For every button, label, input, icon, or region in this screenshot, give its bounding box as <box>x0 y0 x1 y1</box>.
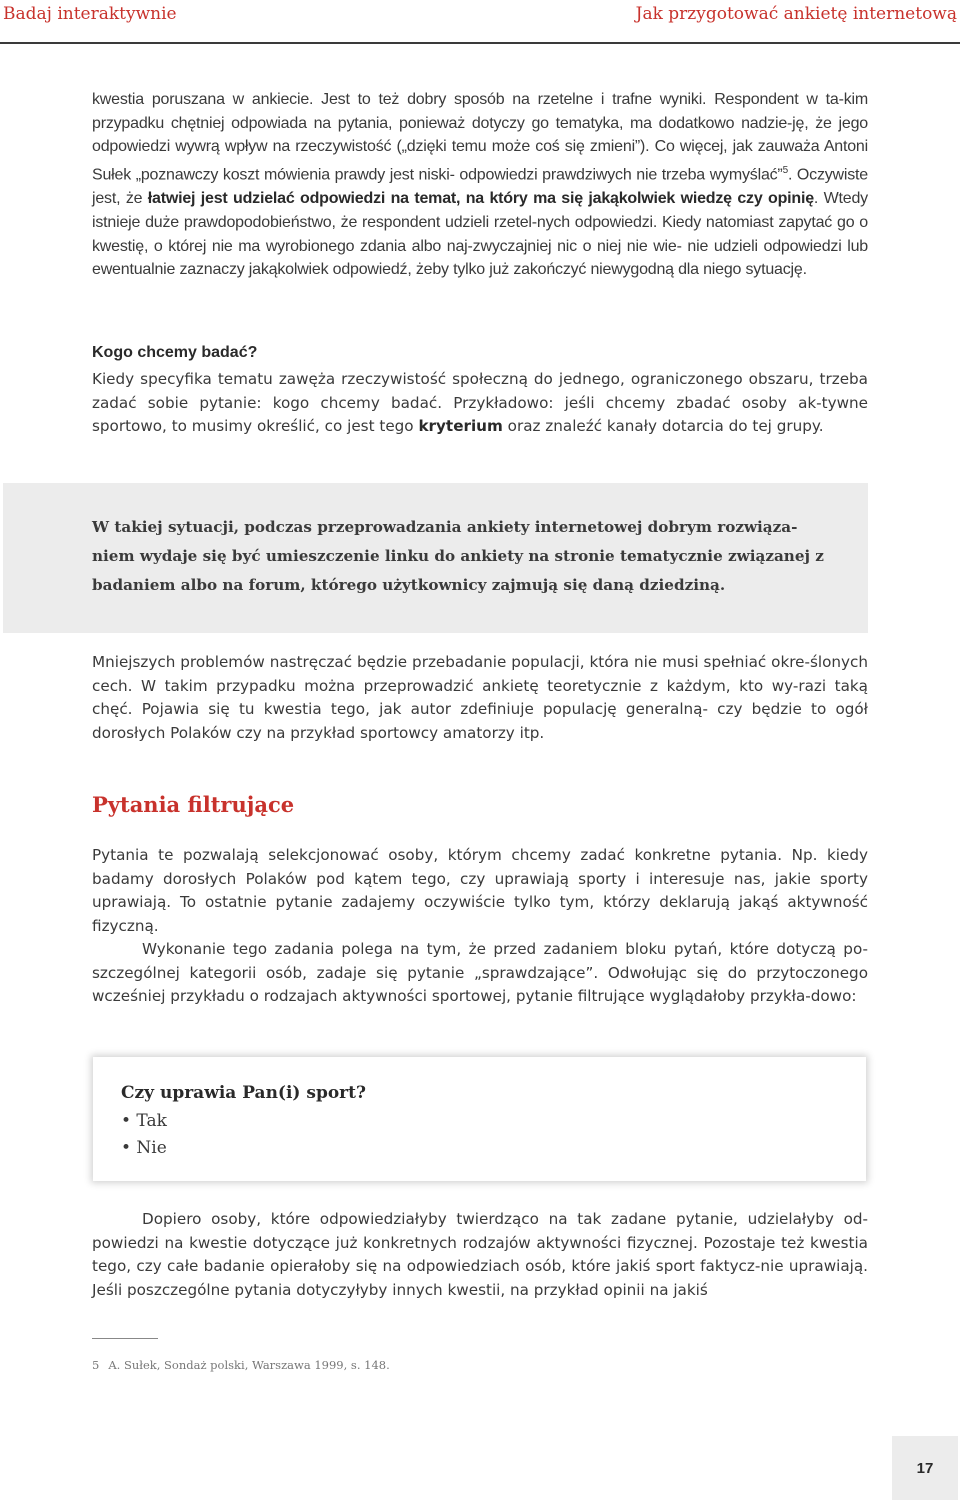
filter-paragraph-1: Pytania te pozwalają selekcjonować osoby, którym chcemy zadać konkretne pytania. Np. kiedy badamy dorosłych Polaków pod kątem tego, czy uprawiają sporty i interesuje nas, jakie sporty uprawiają. To ostatnie pytanie zadajemy oczywiście tylko tym, którzy deklarują jakąś aktywność fizyczną. <box>92 846 868 936</box>
footnote-text: A. Sułek, Sondaż polski, Warszawa 1999, s. 148. <box>108 1358 390 1372</box>
header-chapter-title: Jak przygotować ankietę internetową <box>635 4 957 24</box>
example-option-yes: • Tak <box>121 1111 167 1131</box>
footnote-divider <box>92 1338 158 1339</box>
example-question-box <box>93 1057 866 1181</box>
footnote <box>92 1358 390 1372</box>
who-text-2: oraz znaleźć kanały dotarcia do tej grupy. <box>502 417 824 436</box>
who-heading: Kogo chcemy badać? <box>92 344 258 361</box>
filter-paragraph-2: Wykonanie tego zadania polega na tym, że przed zadaniem bloku pytań, które dotyczą po-szczególnej kategorii osób, zadaje się pytanie „sprawdzające”. Odwołując się do przytoczonego wcześniej przykładu o rodzajach aktywności sportowej, pytanie filtrujące wyglądałoby przykła-dowo: <box>92 940 868 1006</box>
who-paragraph <box>92 368 868 439</box>
highlight-box <box>3 483 868 633</box>
intro-text-3: . Wtedy istnieje duże prawdopodobieństwo, że respondent udzieli rzetel-nych odpowiedzi. Kiedy natomiast zapytać go o kwestię, o której nie ma wyrobionego zdania albo naj-zwyczajniej nic o niej nie wie- nie udzieli odpowiedzi lub ewentualnie zaznaczy jakąkolwiek odpowiedź, żeby tylko już zakończyć niewygodną dla niego sytuację. <box>92 190 868 279</box>
highlight-text: W takiej sytuacji, podczas przeprowadzania ankiety internetowej dobrym rozwiąza-niem wydaje się być umieszczenie linku do ankiety na stronie tematycznie związanej z badaniem albo na forum, którego użytkownicy zajmują się daną dziedziną. <box>92 518 824 594</box>
who-bold-text: kryterium <box>418 417 503 436</box>
header-book-title: Badaj interaktywnie <box>3 4 177 24</box>
closing-paragraph: Dopiero osoby, które odpowiedziałyby twierdząco na tak zadane pytanie, udzielałyby od-powiedzi na kwestie dotyczące już konkretnych rodzajów aktywności fizycznej. Pozostaje też kwestia tego, czy całe badanie opierałoby się na odpowiedziach osób, które jakiś sport faktycz-nie uprawiają. Jeśli poszczególne pytania dotyczyłyby innych kwestii, na przykład opinii na jakiś <box>92 1210 868 1300</box>
section-title: Pytania filtrujące <box>92 792 295 817</box>
intro-text-1: kwestia poruszana w ankiecie. Jest to też dobry sposób na rzetelne i trafne wyniki. Respondent w ta-kim przypadku chętniej odpowiada na pytania, ponieważ dotyczy go tematyka, ma dodatkowo nadzie-ję, że jego odpowiedzi wywrą wpływ na rzeczywistość („dzięki temu może coś się zmieni”). Co więcej, jak zauważa Antoni Sułek „poznawczy koszt mówienia prawdy jest niski- odpowiedzi prawdziwych nie trzeba wymyślać” <box>92 91 868 184</box>
population-paragraph: Mniejszych problemów nastręczać będzie przebadanie populacji, która nie musi spełniać okre-ślonych cech. W takim przypadku można przeprowadzić ankietę teoretycznie z każdym, kto wy-razi taką chęć. Pojawia się tu kwestia tego, jak autor zdefiniuje populację generalną- czy będzie to ogół dorosłych Polaków czy na przykład sportowcy amatorzy itp. <box>92 653 868 743</box>
intro-text-2: . Oczywiste jest, że <box>92 166 869 208</box>
example-question: Czy uprawia Pan(i) sport? <box>121 1083 366 1103</box>
footnote-number: 5 <box>92 1358 100 1372</box>
who-text-1: Kiedy specyfika tematu zawęża rzeczywistość społeczną do jednego, ograniczonego obszaru, trzeba zadać sobie pytanie: kogo chcemy badać. Przykładowo: jeśli chcemy zbadać osoby ak-tywne sportowo, to musimy określić, co jest tego <box>92 370 868 436</box>
page-number-label: 17 <box>916 1459 934 1477</box>
page-number <box>892 1436 958 1500</box>
intro-bold-text: łatwiej jest udzielać odpowiedzi na temat, na który ma się jakąkolwiek wiedzę czy opinię <box>147 190 814 208</box>
intro-paragraph <box>92 88 868 282</box>
footnote-ref: 5 <box>782 165 788 177</box>
example-option-no: • Nie <box>121 1138 167 1158</box>
page-header <box>0 0 960 44</box>
